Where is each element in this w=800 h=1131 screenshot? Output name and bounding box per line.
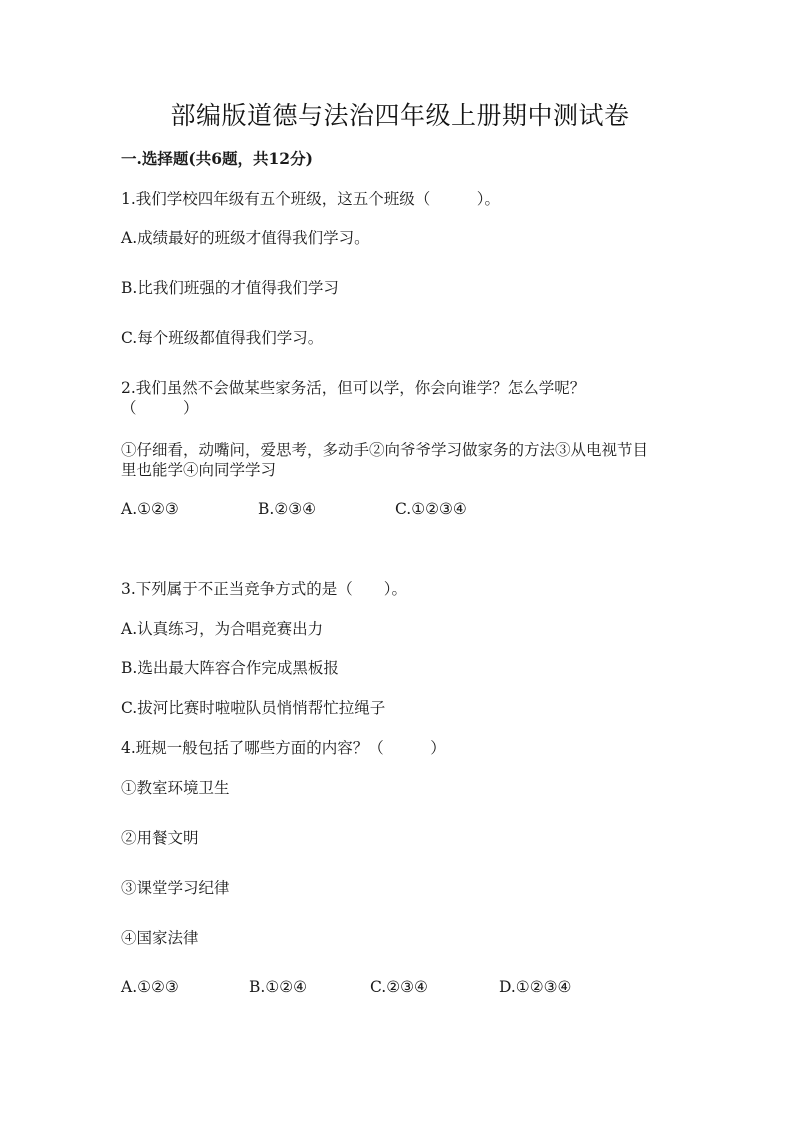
section-heading: 一.选择题(共6题，共12分) [121,149,313,168]
question-1-option-c: C.每个班级都值得我们学习。 [121,329,324,347]
question-1-option-a: A.成绩最好的班级才值得我们学习。 [121,229,370,247]
question-3-stem: 3.下列属于不正当竞争方式的是（ ）。 [121,580,408,598]
exam-title: 部编版道德与法治四年级上册期中测试卷 [170,101,630,130]
question-4-option-a: A.①②③ [121,978,179,996]
question-3-option-b: B.选出最大阵容合作完成黑板报 [121,659,339,677]
question-4-item-3: ③课堂学习纪律 [121,879,230,897]
question-2-option-a: A.①②③ [121,500,179,518]
question-2-option-c: C.①②③④ [395,500,467,518]
question-2-option-b: B.②③④ [258,500,317,518]
question-2-detail-line-1: ①仔细看，动嘴问，爱思考，多动手②向爷爷学习做家务的方法③从电视节目 [121,441,649,459]
question-4-option-d: D.①②③④ [499,978,572,996]
question-3-option-c: C.拔河比赛时啦啦队员悄悄帮忙拉绳子 [121,699,386,717]
question-2-stem-line-1: 2.我们虽然不会做某些家务活，但可以学，你会向谁学？怎么学呢？ [121,379,586,397]
question-4-option-b: B.①②④ [249,978,308,996]
question-2-stem-line-2: （ ） [121,399,199,417]
question-4-item-1: ①教室环境卫生 [121,779,230,797]
question-4-item-4: ④国家法律 [121,929,199,947]
question-4-item-2: ②用餐文明 [121,829,199,847]
question-4-stem: 4.班规一般包括了哪些方面的内容？（ ） [121,739,446,757]
question-3-option-a: A.认真练习，为合唱竞赛出力 [121,620,324,638]
question-1-option-b: B.比我们班强的才值得我们学习 [121,279,339,297]
question-2-detail-line-2: 里也能学④向同学学习 [121,461,277,479]
question-4-option-c: C.②③④ [370,978,428,996]
question-1-stem: 1.我们学校四年级有五个班级，这五个班级（ ）。 [121,190,501,208]
